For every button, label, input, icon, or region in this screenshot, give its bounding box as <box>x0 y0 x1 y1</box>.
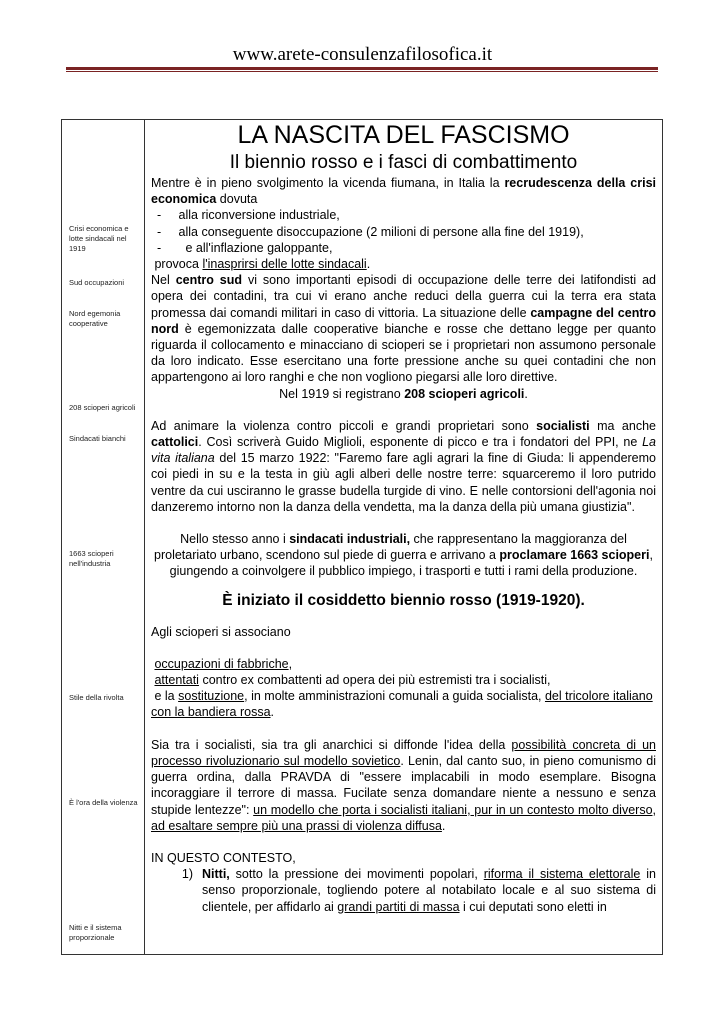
site-url: www.arete-consulenzafilosofica.it <box>232 44 493 65</box>
paragraph-revolution: Sia tra i socialisti, sia tra gli anarchici si diffonde l'idea della possibilità concreta di un processo rivoluzionario sul modello sovietico. Lenin, dal canto suo, in pieno comunismo di guerra ordina, dalla PRAVDA di "essere implacabili in modo esemplare. Bisogna incoraggiare il terrore di massa. Fucilate senza domandare niente a nessuno e senza stupide lentezze": un modello che porta i socialisti italiani, pur in un contesto molto diverso, ad esaltare sempre più una prassi di violenza diffusa. <box>151 737 656 833</box>
margin-note: Nitti e il sistema proporzionale <box>69 923 122 942</box>
paragraph-context: IN QUESTO CONTESTO, <box>151 850 296 865</box>
list-sostituzione: e la sostituzione, in molte amministrazioni comunali a guida socialista, del tricolore italiano con la bandiera rossa. <box>151 689 653 720</box>
margin-note: 208 scioperi agricoli <box>69 403 136 412</box>
margin-note: 1663 scioperi nell'industria <box>69 549 114 568</box>
margin-note: Crisi economica e lotte sindacali nel 1919 <box>69 224 129 253</box>
paragraph-strikes: Agli scioperi si associano <box>151 624 291 639</box>
paragraph-strikes-agri: Nel 1919 si registrano 208 scioperi agricoli. <box>279 386 528 401</box>
paragraph-south: Nel centro sud vi sono importanti episodi di occupazione delle terre dei latifondisti ad opera dei contadini, tra cui vi erano anche reduci della guerra cui la terra era stata promessa dai comandi militari in caso di vittoria. La situazione delle campagne del centro nord è egemonizzata dalle cooperative bianche e rosse che dettano legge per quanto riguarda il collocamento e minacciano di scioperi se i proprietari non assumono personale da loro indicato. Esse esercitano una forte pressione anche su quei contadini che non appartengono ai loro ranghi e che non vogliono piegarsi alle loro direttive. <box>151 273 657 385</box>
document-subtitle: Il biennio rosso e i fasci di combattimento <box>229 152 578 173</box>
paragraph-violence: Ad animare la violenza contro piccoli e grandi proprietari sono socialisti ma anche cattolici. Così scriverà Guido Miglioli, esponente di picco e tra i fondatori del PPI, ne La vita italiana del 15 marzo 1922: "Faremo fare agli agrari la fine di Giuda: li appenderemo coi piedi in su e la testa in giù agli alberi delle nostre terre: squarceremo il loro putrido ventre da cui usciranno le grasse budella turgide di vino. E nelle contorsioni dell'agonia noi danzeremo intorno non la danza della vendetta, ma la danza della più umana giustizia". <box>151 418 656 514</box>
numbered-item <box>151 866 656 915</box>
margin-note: Sindacati bianchi <box>69 434 126 443</box>
paragraph-crisis: Mentre è in pieno svolgimento la vicenda fiumana, in Italia la recrudescenza della crisi economica dovuta <box>151 176 656 207</box>
item-text: Nitti, sotto la pressione dei movimenti popolari, riforma il sistema elettorale in senso proporzionale, togliendo potere al notabilato locale e al suo sistema di clientele, per affidarlo ai grandi partiti di massa i cui deputati sono eletti in <box>202 867 656 914</box>
document-title: LA NASCITA DEL FASCISMO <box>237 121 570 149</box>
list-item: - alla conseguente disoccupazione (2 milioni di persone alla fine del 1919), <box>157 224 584 239</box>
paragraph-industrial: Nello stesso anno i sindacati industriali, che rappresentano la maggioranza del proletariato urbano, scendono sul piede di guerra e arrivano a proclamare 1663 scioperi, giungendo a coinvolgere il pubblico impiego, i trasporti e tutti i rami della produzione. <box>154 532 653 579</box>
list-occupazioni: occupazioni di fabbriche, <box>154 656 293 671</box>
paragraph-provoca: provoca l'inasprirsi delle lotte sindacali. <box>154 257 371 272</box>
list-attentati: attentati contro ex combattenti ad opera dei più estremisti tra i socialisti, <box>154 673 551 688</box>
list-item: - e all'inflazione galoppante, <box>157 240 333 255</box>
header-rule <box>66 67 658 70</box>
document-frame <box>61 119 663 955</box>
margin-note: È l'ora della violenza <box>69 798 138 807</box>
margin-note: Stile della rivolta <box>69 693 124 702</box>
margin-note: Sud occupazioni <box>69 278 125 287</box>
margin-note: Nord egemonia cooperative <box>69 309 121 328</box>
main-text <box>151 120 656 915</box>
item-number: 1) <box>181 867 193 882</box>
header-rule-thin <box>66 71 658 72</box>
section-heading: È iniziato il cosiddetto biennio rosso (1919-1920). <box>222 591 585 609</box>
list-item: - alla riconversione industriale, <box>157 208 340 223</box>
column-divider <box>144 120 145 954</box>
